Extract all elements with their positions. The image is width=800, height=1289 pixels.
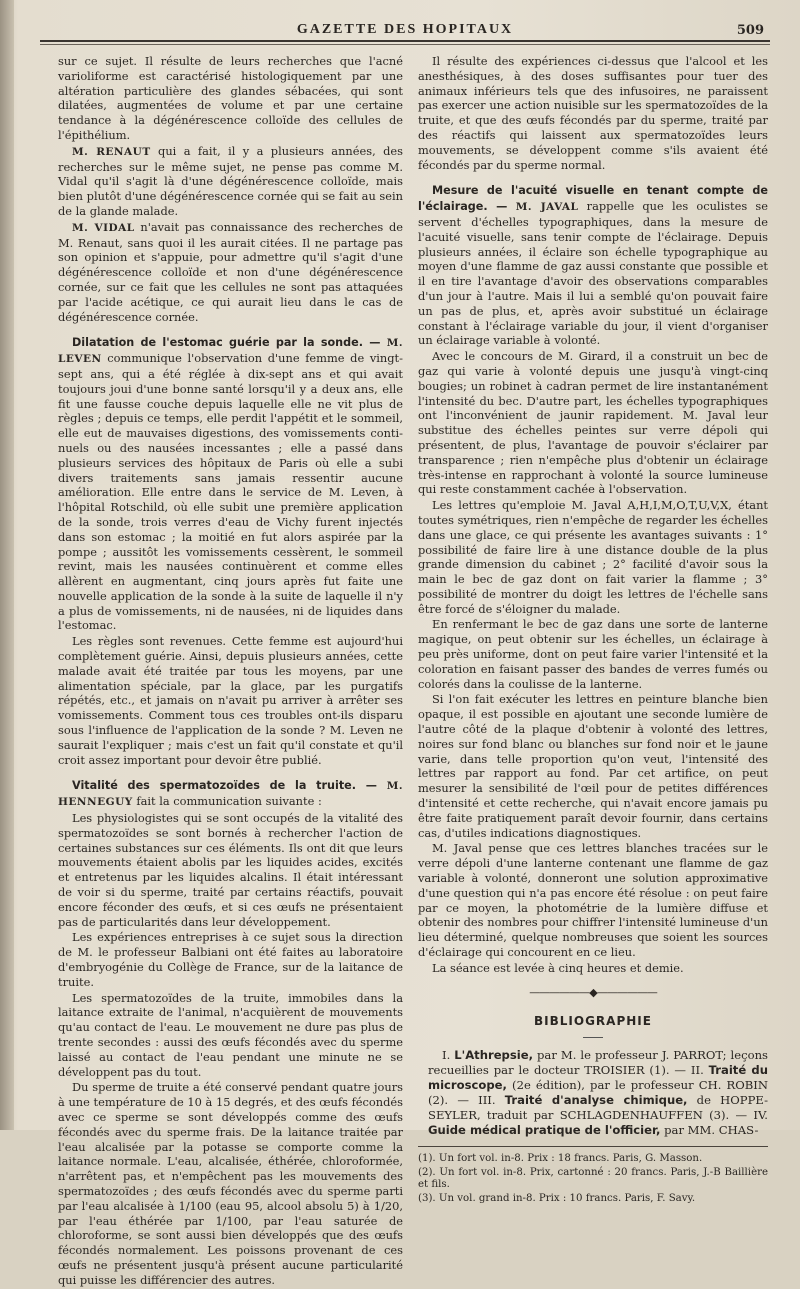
left-column <box>58 54 403 1289</box>
speaker-name: M. JAVAL <box>515 201 579 214</box>
journal-title: GAZETTE DES HOPITAUX <box>296 22 514 37</box>
right-column <box>418 54 768 1206</box>
page-number: 509 <box>736 23 764 38</box>
entry-number: I. <box>442 1048 455 1063</box>
bibliography-entry <box>418 1048 768 1138</box>
paragraph: Si l'on fait exécuter les lettres en peinture blanche bien opaque, il est possible en ajoutant une seconde lumière de l'autre côté de la plaque d'obtenir à volonté des lettres, noires sur fond blanc ou blanches sur fond noir et le jaune varie, dans telle proportion qu'on veut, l'intensité des lettres par rapport au fond. Par cet artifice, on peut mesurer la sensibilité de l'œil pour de petites différences d'intensité et cette recherche, qui n'avait encore jamais pu être faite pratiquement paraît devoir fournir, dans certains cas, d'utiles indications diagnostiques. <box>418 692 768 840</box>
bibliography-heading: BIBLIOGRAPHIE <box>534 1014 652 1029</box>
entry-text: (2e édition), par le professeur CH. ROBIN (2). — III. <box>428 1078 768 1108</box>
section-heading: Dilatation de l'estomac guérie par la sonde. — <box>72 336 387 350</box>
paragraph: M. Javal pense que ces lettres blanches tracées sur le verre dépoli d'une lanterne contenant une flamme de gaz variable à volonté, donneront une solution approximative d'une question qui n'a pas encore été résolue : on peut faire par ce moyen, la photométrie de la lumière diffuse et obtenir des nombres pour chiffrer l'intensité lumineuse d'un lieu déterminé, quelque nombreuses que soient les sources d'éclairage qui concourent en ce lieu. <box>418 841 768 960</box>
paragraph: Les lettres qu'emploie M. Javal A,H,I,M,O,T,U,V,X, étant toutes symétriques, rien n'empêche de regarder les échelles dans une glace, ce qui présente les avantages suivants : 1° possibilité de faire lire à une distance double de la plus grande dimension du cabinet ; 2° facilité d'avoir sous la main le bec de gaz dont on fait varier la flamme ; 3° possibilité de montrer du doigt les lettres de l'échelle sans être forcé de s'éloigner du malade. <box>418 498 768 616</box>
paragraph: Du sperme de truite a été conservé pendant quatre jours à une température de 10 à 15 degrés, et des œufs fécondés avec ce sperme se sont développés comme des œufs fécondés avec du sperme frais. De la laitance traitée par l'eau alcalisée par la potasse se comporte comme la laitance normale. L'eau, alcalisée, éthérée, chloroformée, n'arrêtent pas, et n'empêchent pas les mouvements des spermatozoïdes ; des œufs fécondés avec du sperme parti par l'eau alcalisée à 1/100 (eau 95, alcool absolu 5) à 1/20, par l'eau éthérée par 1/100, par l'eau saturée de chloroforme, se sont aussi bien développés que des œufs fécondés normalement. Les poissons provenant de ces œufs ne présentent jusqu'à présent aucune particularité qui puisse les différencier des autres. <box>58 1080 403 1287</box>
book-title: Traité d'analyse chimique, <box>504 1093 688 1108</box>
section-paragraph <box>418 183 768 348</box>
paragraph <box>58 144 403 219</box>
footnote: (1). Un fort vol. in-8. Prix : 18 francs. Paris, G. Masson. <box>418 1153 703 1165</box>
paragraph-text: n'avait pas connaissance des recherches de M. Renaut, sans quoi il les aurait citées. Il ne partage pas son opinion et s'appuie, pour admettre qu'il s'agit d'une dégénérescence colloïde et non d'une dégénérescence cornée, sur ce fait que les cellules ne sont pas attaquées par l'acide acétique, ce qui aurait lieu dans le cas de dégénérescence cornée. <box>58 219 403 324</box>
paragraph: sur ce sujet. Il résulte de leurs recherches que l'acné varioliforme est caractérisé histologiquement par une altération particulière des glandes sébacées, qui sont dilatées, augmentées de volume et par une certaine tendance à la dégénérescence colloïde des cellules de l'épithélium. <box>58 54 403 142</box>
paragraph: Avec le concours de M. Girard, il a construit un bec de gaz qui varie à volonté depuis une jusqu'à vingt-cinq bougies; un robinet à cadran permet de lire instantanément l'intensité du bec. D'autre part, les échelles typographiques ont l'inconvénient de jaunir rapidement. M. Javal leur substitue des échelles peintes sur verre dépoli qui présentent, de plus, l'avantage de pouvoir s'éclairer par transparence ; rien n'empêche plus d'obtenir un éclairage très-intense en rapprochant à volonté la source lumineuse qui reste constamment cachée à l'observation. <box>418 349 768 497</box>
paragraph-text: fait la communication suivante : <box>132 794 322 809</box>
speaker-name: M. VIDAL <box>72 221 135 234</box>
header-rule <box>40 44 770 45</box>
page-binding-edge <box>0 0 14 1130</box>
paragraph: Les règles sont revenues. Cette femme est aujourd'hui complètement guérie. Ainsi, depuis plusieurs années, cette malade avait été traitée par tous les moyens, par une alimentation spéciale, par la glace, par les purgatifs répétés, etc., et jamais on n'avait pu arriver à arrêter ses vomissements. Comment tous ces troubles ont-ils disparu sous l'influence de l'application de la sonde ? M. Leven ne saurait l'expliquer ; mais c'est un fait qu'il constate et qu'il croit assez important pour devoir être publié. <box>58 634 403 767</box>
paragraph: Il résulte des expériences ci-dessus que l'alcool et les anesthésiques, à des doses suffisantes pour tuer des animaux inférieurs tels que des infusoires, ne paraissent pas exercer une action nuisible sur les spermatozoïdes de la truite, et que des œufs fécondés par du sperme, traité par des réactifs qui laissent aux spermatozoïdes leurs mouvements, se développent comme s'ils avaient été fécondés par du sperme normal. <box>418 54 768 172</box>
entry-text: par MM. CHAS- <box>660 1123 759 1138</box>
paragraph-text: rappelle que les oculistes se servent d'échelles typographiques, dans la mesure de l'acuité visuelle, sans tenir compte de l'éclairage. Depuis plusieurs années, il éclaire son échelle typographique au moyen d'une flamme de gaz aussi constante que possible et il en tire l'avantage d'avoir des observations comparables d'un jour à l'autre. Mais il lui a semblé qu'on pouvait faire un pas de plus, et, après avoir substitué un éclairage constant à l'éclairage variable du jour, il vient d'organiser un éclairage variable à volonté. <box>418 199 768 348</box>
entry-text: par M. le professeur J. PARROT; leçons recueillies par le docteur TROISIER (1). — II. <box>428 1048 768 1078</box>
section-heading: Vitalité des spermatozoïdes de la truite. — <box>72 779 387 793</box>
paragraph: Les expériences entreprises à ce sujet sous la direction de M. le professeur Balbiani ont été faites au laboratoire d'embryogénie du Collège de France, sur de la laitance de truite. <box>58 930 403 989</box>
paragraph: En renfermant le bec de gaz dans une sorte de lanterne magique, on peut obtenir sur les échelles, un éclairage à peu près uniforme, dont on peut faire varier l'intensité et la coloration en faisant passer des bandes de verres fumés ou colorés dans la coulisse de la lanterne. <box>418 617 768 691</box>
entry-text: de HOPPE-SEYLER, traduit par SCHLAGDENHAUFFEN (3). — IV. <box>428 1093 768 1123</box>
speaker-name: M. RENAUT <box>72 145 151 158</box>
paragraph: Les spermatozoïdes de la truite, immobiles dans la laitance extraite de l'animal, n'acquièrent de mouvements qu'au contact de l'eau. Le mouvement ne dure pas plus de trente secondes : aussi des œufs fécondés avec du sperme laissé au contact de l'eau pendant une minute ne se développent pas du tout. <box>58 990 403 1079</box>
footnote: (2). Un fort vol. in-8. Prix, cartonné : 20 francs. Paris, J.-B Baillière et fils. <box>418 1166 768 1191</box>
section-heading: Mesure de l'acuité visuelle en tenant compte de l'éclairage. — <box>418 184 768 214</box>
book-title: Traité du microscope, <box>428 1063 768 1093</box>
paragraph <box>58 220 403 325</box>
paragraph-text: qui a fait, il y a plusieurs années, des recherches sur le même sujet, ne pense pas comme M. Vidal qu'il s'agit là d'une dégénérescence colloïde, mais bien plutôt d'une dégénérescence cornée qui se fait au sein de la glande malade. <box>58 143 403 218</box>
book-title: L'Athrepsie, <box>454 1048 533 1063</box>
section-paragraph <box>58 778 403 810</box>
page-header <box>40 18 770 42</box>
speaker-name: M. LEVEN <box>58 337 403 366</box>
short-divider <box>583 1037 603 1038</box>
section-paragraph <box>58 335 403 633</box>
speaker-name: M. HENNEGUY <box>58 780 403 809</box>
book-title: Guide médical pratique de l'officier, <box>428 1123 661 1138</box>
footnote-rule <box>418 1146 768 1147</box>
ornamental-rule: ——————◆—————— <box>529 985 657 999</box>
footnote: (3). Un vol. grand in-8. Prix : 10 francs. Paris, F. Savy. <box>418 1192 696 1204</box>
paragraph: Les physiologistes qui se sont occupés de la vitalité des spermatozoïdes se sont bornés à rechercher l'action de certaines substances sur ces éléments. Ils ont dit que leurs mouvements étaient abolis par les liquides acides, excités et entretenus par les liquides alcalins. Il était intéressant de voir si du sperme, traité par certains réactifs, pouvait encore féconder des œufs, et si ces œufs ne présentaient pas de particularités dans leur développement. <box>58 811 403 929</box>
paragraph-text: communique l'observation d'une femme de vingt-sept ans, qui a été réglée à dix-sept ans et qui avait toujours joui d'une bonne santé lorsqu'il y a deux ans, elle fit une fausse couche depuis laquelle elle ne vit plus de règles ; depuis ce temps, elle perdit l'appétit et le sommeil, elle eut de mauvaises digestions, des vomissements continuels ou des nausées incessantes ; elle a passé dans plusieurs services des hôpitaux de Paris où elle a subi divers traitements sans jamais ressentir aucune amélioration. Elle entre dans le service de M. Leven, à l'hôpital Rotschild, où elle subit une première application de la sonde, trois verres d'eau de Vichy furent injectés dans son estomac ; la moitié en fut alors aspirée par la pompe ; aussitôt les vomissements cessèrent, le sommeil revint, mais les nausées continuèrent et comme elles allèrent en augmentant, cinq jours après fut faite une nouvelle application de la sonde à la suite de laquelle il n'y a plus de vomissements, ni de nausées, ni de liquides dans l'estomac. <box>58 351 403 633</box>
closing-line: La séance est levée à cinq heures et demie. <box>432 960 684 975</box>
